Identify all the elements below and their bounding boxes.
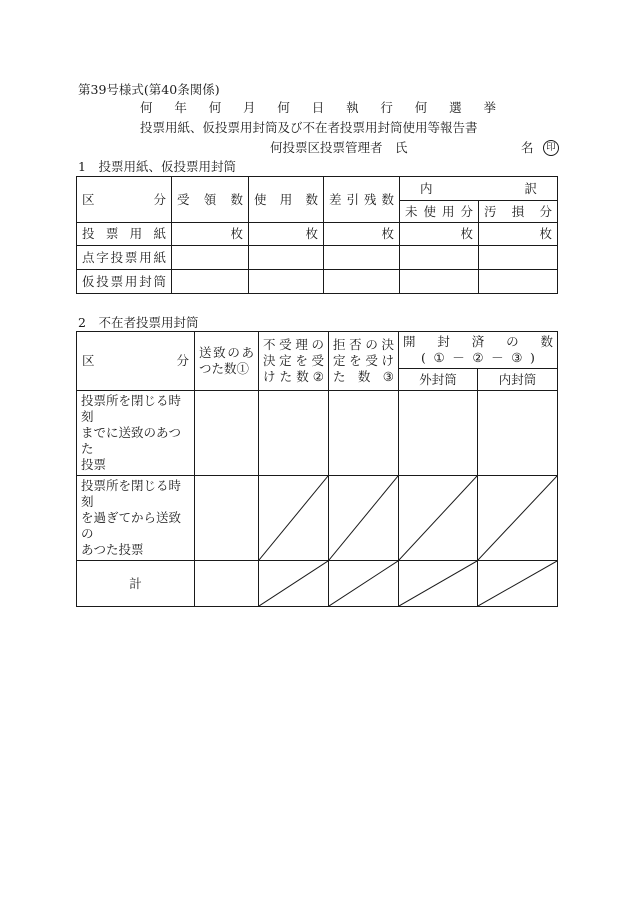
empty-cell (195, 561, 259, 607)
empty-cell (479, 270, 558, 294)
diagonal-strike (259, 476, 328, 560)
empty-cell (259, 391, 329, 476)
empty-cell (329, 391, 399, 476)
row-label-after-close: 投票所を閉じる時刻 を過ぎてから送致の あつた投票 (77, 476, 195, 561)
header-opened: 開 封 済 の 数 ( ① － ② － ③ ) (399, 332, 558, 369)
empty-cell (400, 246, 479, 270)
header-category: 区 分 (77, 332, 195, 391)
row-label-total: 計 (77, 561, 195, 607)
struck-cell (478, 561, 558, 607)
section1-title: 1 投票用紙、仮投票用封筒 (78, 159, 236, 174)
table-absentee-envelopes (76, 331, 558, 607)
empty-cell (479, 246, 558, 270)
report-title: 投票用紙、仮投票用封筒及び不在者投票用封筒使用等報告書 (140, 120, 478, 135)
row-label-ballot: 投 票 用 紙 (77, 223, 172, 246)
diagonal-strike (399, 561, 477, 606)
header-remaining: 差 引 残 数 (324, 177, 400, 223)
empty-cell (324, 246, 400, 270)
table-row (77, 246, 558, 270)
header-unused: 未 使 用 分 (400, 201, 479, 223)
header-rejected: 不 受 理 の 決 定 を 受 け た 数 ② (259, 332, 329, 391)
name-label: 名 (521, 140, 534, 155)
empty-cell (400, 270, 479, 294)
diagonal-strike (329, 561, 398, 606)
form-number: 第39号様式(第40条関係) (78, 82, 220, 97)
election-title: 何 年 何 月 何 日 執 行 何 選 挙 (140, 100, 496, 115)
table-row (77, 476, 558, 561)
empty-cell (399, 391, 478, 476)
empty-cell (249, 246, 324, 270)
header-damaged: 汚 損 分 (479, 201, 558, 223)
empty-cell (172, 270, 249, 294)
struck-cell (329, 476, 399, 561)
header-outer-envelope: 外封筒 (399, 369, 478, 391)
table-row (77, 391, 558, 476)
header-received: 受 領 数 (172, 177, 249, 223)
table-row (77, 561, 558, 607)
empty-cell (195, 391, 259, 476)
table-row (77, 270, 558, 294)
seal-mark: 印 (543, 140, 559, 156)
section2-title: 2 不在者投票用封筒 (78, 315, 199, 330)
empty-cell (249, 270, 324, 294)
unit-cell: 枚 (172, 223, 249, 246)
struck-cell (259, 561, 329, 607)
struck-cell (478, 476, 558, 561)
struck-cell (329, 561, 399, 607)
diagonal-strike (399, 476, 477, 560)
table-ballot-papers (76, 176, 558, 294)
empty-cell (172, 246, 249, 270)
diagonal-strike (478, 561, 557, 606)
unit-cell: 枚 (400, 223, 479, 246)
unit-cell: 枚 (249, 223, 324, 246)
header-sent: 送 致 の あ つた数① (195, 332, 259, 391)
empty-cell (324, 270, 400, 294)
header-inner-envelope: 内封筒 (478, 369, 558, 391)
header-breakdown: 内 訳 (400, 177, 558, 201)
row-label-braille: 点 字 投 票 用 紙 (77, 246, 172, 270)
header-category: 区 分 (77, 177, 172, 223)
empty-cell (195, 476, 259, 561)
diagonal-strike (259, 561, 328, 606)
struck-cell (259, 476, 329, 561)
struck-cell (399, 561, 478, 607)
diagonal-strike (478, 476, 557, 560)
table-row (77, 223, 558, 246)
manager-label: 何投票区投票管理者 氏 (270, 140, 408, 155)
struck-cell (399, 476, 478, 561)
row-label-provisional: 仮 投 票 用 封 筒 (77, 270, 172, 294)
unit-cell: 枚 (479, 223, 558, 246)
unit-cell: 枚 (324, 223, 400, 246)
header-used: 使 用 数 (249, 177, 324, 223)
diagonal-strike (329, 476, 398, 560)
empty-cell (478, 391, 558, 476)
row-label-before-close: 投票所を閉じる時刻 までに送致のあつた 投票 (77, 391, 195, 476)
header-refused: 拒 否 の 決 定 を 受 け た 数 ③ (329, 332, 399, 391)
